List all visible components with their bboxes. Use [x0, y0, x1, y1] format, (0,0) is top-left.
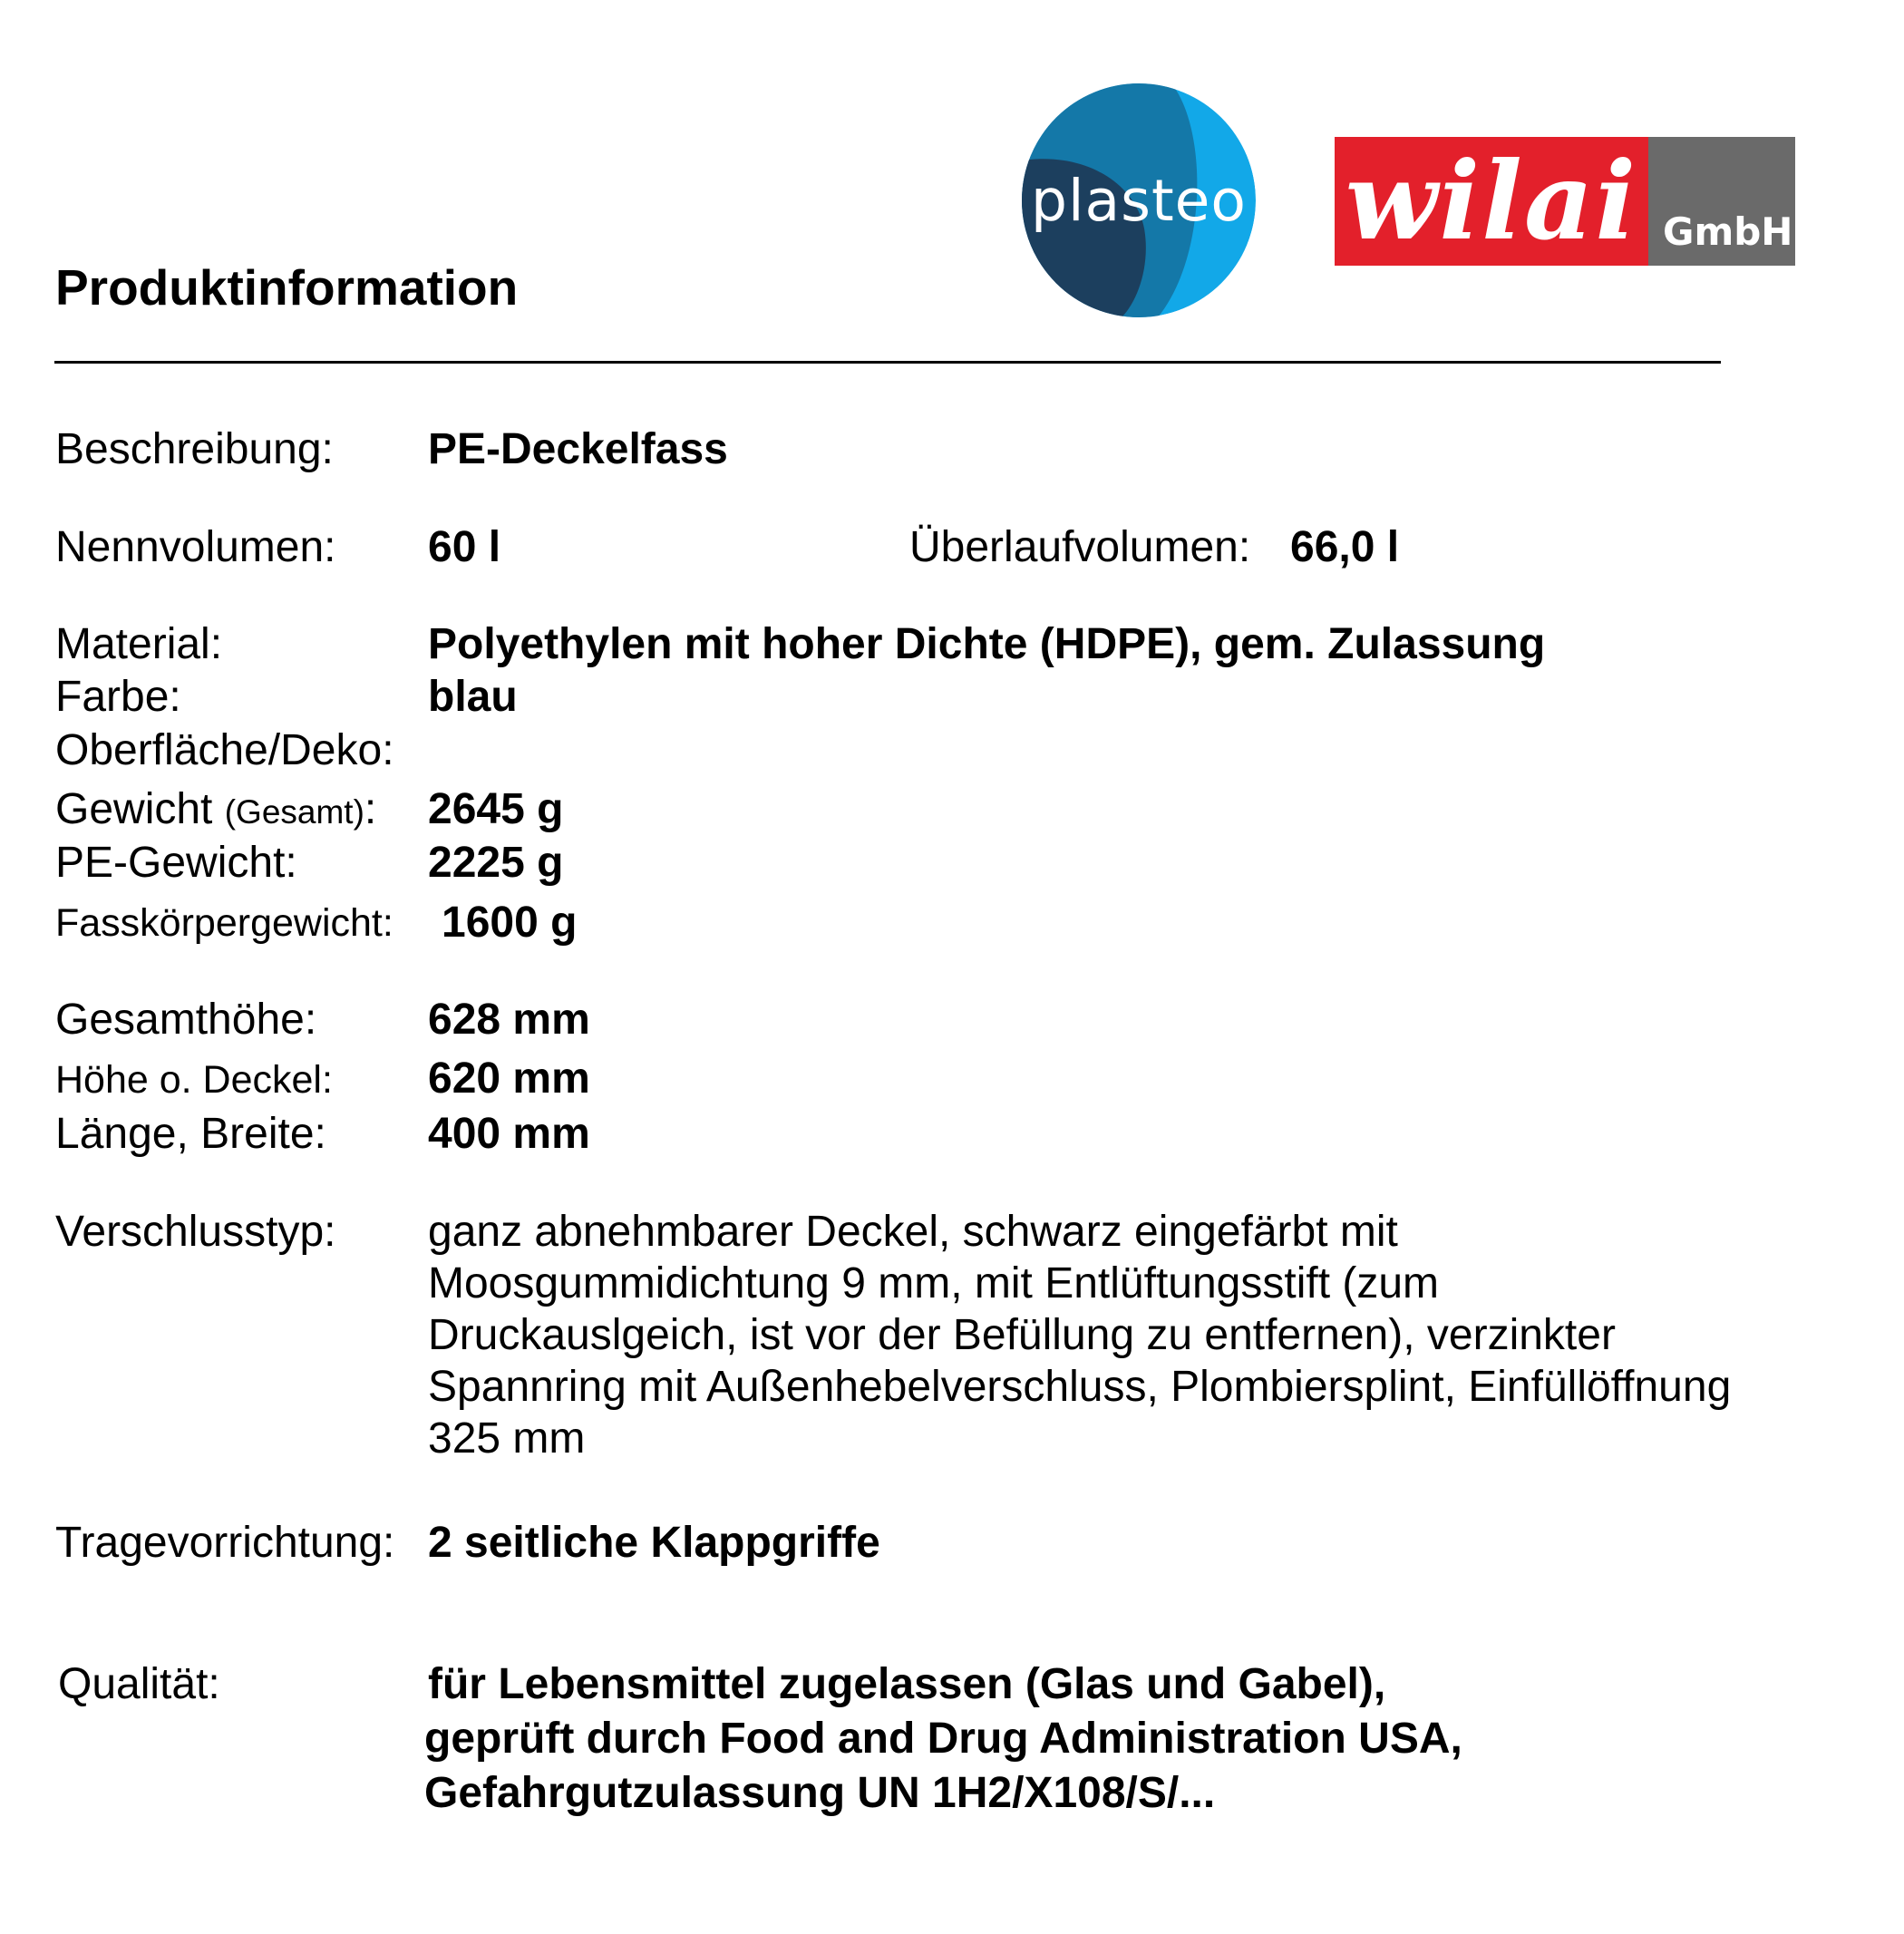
label-fasskoerpergewicht: Fasskörpergewicht: — [55, 901, 393, 945]
wilai-logo — [1335, 137, 1795, 266]
label-oberflaeche: Oberfläche/Deko: — [55, 726, 394, 774]
value-nennvolumen: 60 l — [428, 523, 501, 571]
title-divider — [54, 361, 1721, 364]
verschluss-line: 325 mm — [428, 1414, 586, 1463]
label-laenge-breite: Länge, Breite: — [55, 1110, 326, 1158]
label-verschlusstyp: Verschlusstyp: — [55, 1208, 336, 1256]
value-gesamthoehe: 628 mm — [428, 996, 590, 1044]
label-gesamthoehe: Gesamthöhe: — [55, 996, 317, 1044]
label-farbe: Farbe: — [55, 673, 181, 721]
label-ueberlaufvolumen: Überlaufvolumen: — [909, 523, 1251, 571]
label-material: Material: — [55, 620, 223, 668]
value-verschlusstyp — [428, 1206, 1731, 1464]
value-ueberlaufvolumen: 66,0 l — [1290, 523, 1400, 571]
label-nennvolumen: Nennvolumen: — [55, 523, 336, 571]
label-gewicht-paren: (Gesamt) — [224, 793, 364, 831]
value-pe-gewicht: 2225 g — [428, 839, 564, 887]
label-gewicht-colon: : — [364, 785, 377, 833]
value-hoehe-deckel: 620 mm — [428, 1054, 590, 1103]
qualitaet-line: für Lebensmittel zugelassen (Glas und Gabel), — [428, 1660, 1386, 1708]
value-qualitaet — [424, 1657, 1462, 1821]
value-farbe: blau — [428, 673, 518, 721]
wilai-wordmark: wilai — [1335, 137, 1648, 266]
verschluss-line: Moosgummidichtung 9 mm, mit Entlüftungsstift (zum — [428, 1259, 1440, 1307]
value-tragevorrichtung: 2 seitliche Klappgriffe — [428, 1519, 880, 1567]
label-gewicht — [55, 785, 377, 833]
qualitaet-line: geprüft durch Food and Drug Administration USA, — [424, 1715, 1462, 1763]
value-beschreibung: PE-Deckelfass — [428, 425, 728, 473]
qualitaet-line: Gefahrgutzulassung UN 1H2/X108/S/... — [424, 1769, 1216, 1817]
plasteo-logo — [1022, 83, 1256, 317]
value-gewicht: 2645 g — [428, 785, 564, 833]
page-title: Produktinformation — [55, 259, 519, 316]
verschluss-line: Druckauslgeich, ist vor der Befüllung zu entfernen), verzinkter — [428, 1311, 1616, 1359]
wilai-gmbh-box — [1648, 137, 1795, 266]
plasteo-wordmark: plasteo — [1031, 167, 1247, 234]
verschluss-line: Spannring mit Außenhebelverschluss, Plombiersplint, Einfüllöffnung — [428, 1363, 1732, 1411]
label-beschreibung: Beschreibung: — [55, 425, 334, 473]
label-pe-gewicht: PE-Gewicht: — [55, 839, 297, 887]
label-qualitaet: Qualität: — [58, 1660, 220, 1708]
label-hoehe-deckel: Höhe o. Deckel: — [55, 1058, 333, 1102]
value-material: Polyethylen mit hoher Dichte (HDPE), gem. Zulassung — [428, 620, 1546, 668]
wilai-gmbh-text: GmbH — [1663, 209, 1793, 254]
verschluss-line: ganz abnehmbarer Deckel, schwarz eingefärbt mit — [428, 1208, 1398, 1256]
label-tragevorrichtung: Tragevorrichtung: — [55, 1519, 395, 1567]
label-gewicht-main: Gewicht — [55, 785, 213, 833]
value-laenge-breite: 400 mm — [428, 1110, 590, 1158]
value-fasskoerpergewicht: 1600 g — [442, 899, 578, 947]
